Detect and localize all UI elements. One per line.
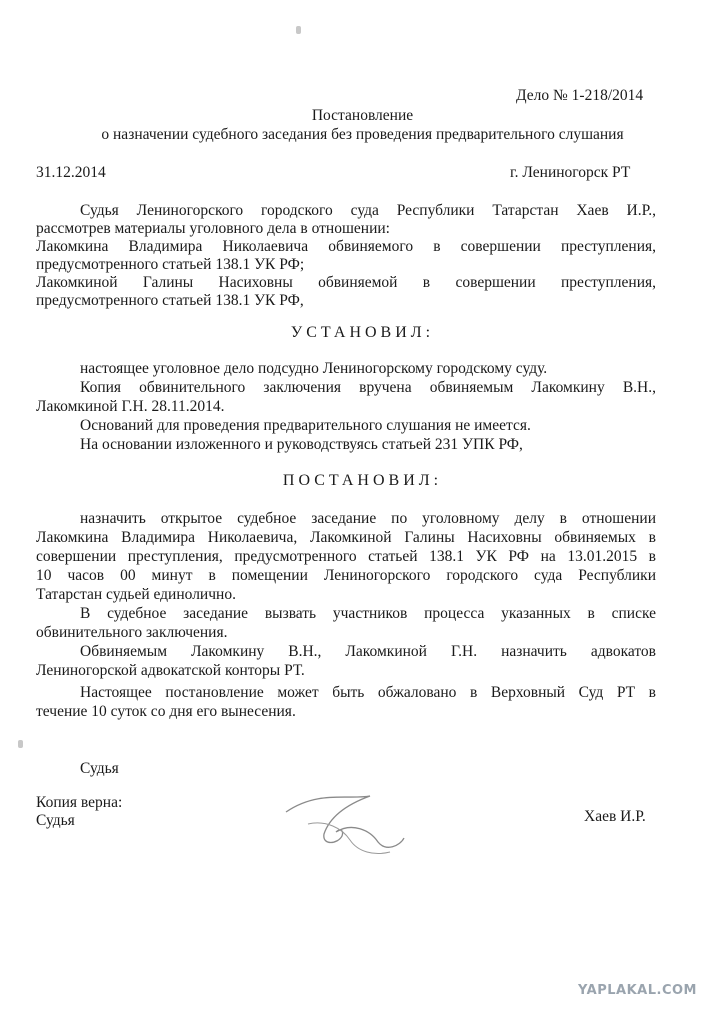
section2-line-6: В судебное заседание вызвать участников процесса указанных в списке [80,605,656,622]
judge-label-2: Судья [36,812,75,829]
watermark: YAPLAKAL.COM [578,983,697,998]
intro-line-2: рассмотрев материалы уголовного дела в отношении: [36,220,390,237]
section2-line-9: Лениногорской адвокатской конторы РТ. [36,662,305,679]
document-subtitle: о назначении судебного заседания без проведения предварительного слушания [101,126,624,143]
intro-line-5: Лакомкиной Галины Насиховны обвиняемой в совершении преступления, [36,274,656,291]
section2-line-2: Лакомкина Владимира Николаевича, Лакомкиной Галины Насиховны обвиняемых в [36,529,656,546]
document-title: Постановление [311,107,414,124]
section1-line-2: Копия обвинительного заключения вручена обвиняемым Лакомкину В.Н., [80,379,656,396]
section1-line-1: настоящее уголовное дело подсудно Лениногорскому городскому суду. [80,360,548,377]
judge-label: Судья [80,760,119,777]
section2-line-11: течение 10 суток со дня его вынесения. [36,703,296,720]
section2-line-4: 10 часов 00 минут в помещении Лениногорского городского суда Республики [36,567,656,584]
section2-line-10: Настоящее постановление может быть обжаловано в Верховный Суд РТ в [80,684,656,701]
section2-line-3: совершении преступления, предусмотренного статьей 138.1 УК РФ на 13.01.2015 в [36,548,656,565]
section2-line-1: назначить открытое судебное заседание по уголовному делу в отношении [80,510,656,527]
intro-line-3: Лакомкина Владимира Николаевича обвиняемого в совершении преступления, [36,238,656,255]
copy-verified-label: Копия верна: [36,794,123,811]
section1-line-3: Лакомкиной Г.Н. 28.11.2014. [36,398,225,415]
intro-line-1: Судья Лениногорского городского суда Республики Татарстан Хаев И.Р., [80,202,656,219]
intro-line-6: предусмотренного статьей 138.1 УК РФ, [36,292,304,309]
section2-line-5: Татарстан судьей единолично. [36,586,236,603]
section-heading-ustanovil: УСТАНОВИЛ: [290,324,435,341]
signature-image [278,782,408,872]
section2-line-8: Обвиняемым Лакомкину В.Н., Лакомкиной Г.Н. назначить адвокатов [80,643,656,660]
judge-name: Хаев И.Р. [584,808,646,825]
scan-mark-left [18,740,23,748]
document-date: 31.12.2014 [36,164,106,181]
section1-line-4: Оснований для проведения предварительного слушания не имеется. [80,417,531,434]
section1-line-5: На основании изложенного и руководствуясь статьей 231 УПК РФ, [80,436,523,453]
scan-mark-top [296,26,301,34]
case-number: Дело № 1-218/2014 [516,87,644,104]
document-place: г. Лениногорск РТ [510,164,631,181]
section-heading-postanovil: ПОСТАНОВИЛ: [282,472,443,489]
intro-line-4: предусмотренного статьей 138.1 УК РФ; [36,256,305,273]
section2-line-7: обвинительного заключения. [36,624,228,641]
